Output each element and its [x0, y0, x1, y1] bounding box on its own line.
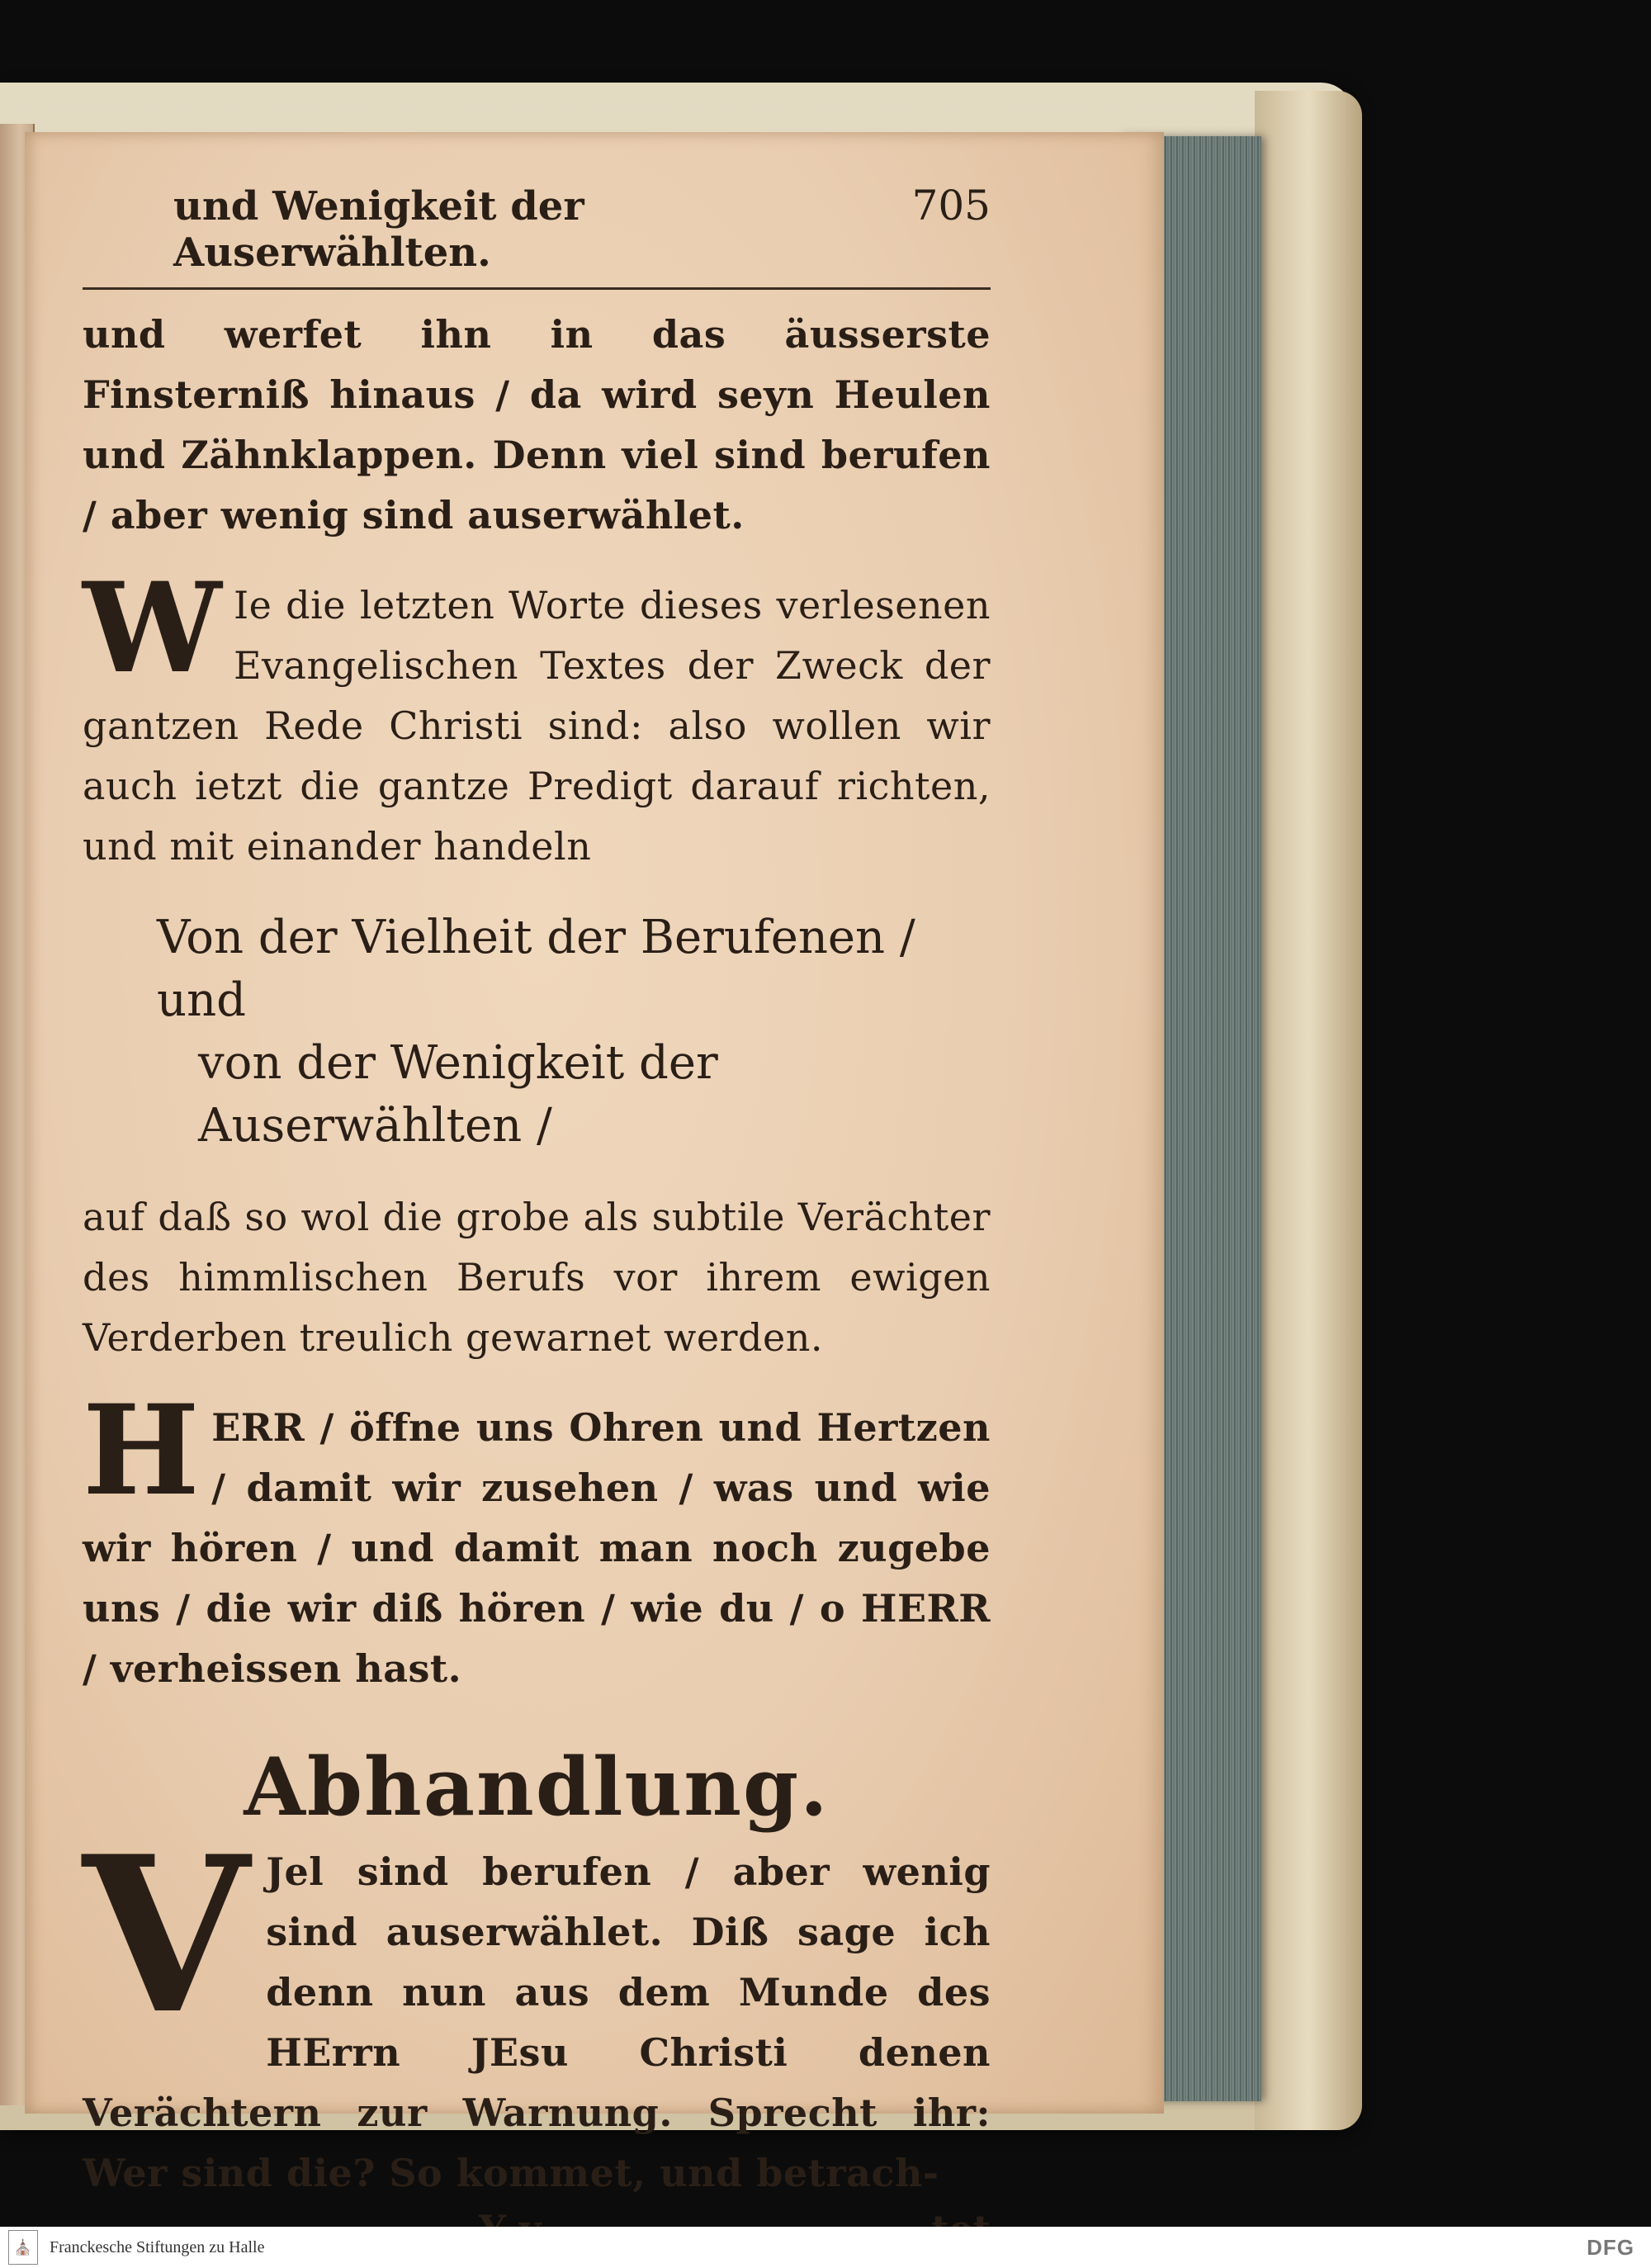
- paragraph-5: [83, 1810, 991, 2204]
- institution-logo-icon: ⛪: [8, 2230, 38, 2265]
- paragraph-4: [83, 1378, 991, 1699]
- theme-line-1: Von der Vielheit der Berufenen / und: [157, 911, 915, 1027]
- page-number: 705: [911, 182, 991, 230]
- paragraph-2-text: Ie die letzten Worte dieses verlesenen Evangelischen Textes der Zweck der gantzen Rede Christi sind: also wollen wir auch ietzt die gantze Predigt darauf richten, und mit einander handeln: [83, 583, 991, 869]
- running-title: und Wenigkeit der Auserwählten.: [173, 183, 584, 276]
- initial-w: W: [83, 556, 222, 701]
- paragraph-2: [83, 556, 991, 877]
- theme-line-2: von der Wenigkeit der Auserwählten /: [198, 1036, 718, 1153]
- section-heading: Abhandlung.: [244, 1740, 830, 1834]
- paragraph-4-text: ERR / öffne uns Ohren und Hertzen / damit wir zusehen / was und wie wir hören / und damit man noch zugebe uns / die wir diß hören / wie du / o HERR / verheissen hast.: [83, 1405, 991, 1691]
- initial-v: V: [83, 1810, 250, 2062]
- paragraph-5-text: Jel sind berufen / aber wenig sind auserwählet. Diß sage ich denn nun aus dem Munde des HErrn JEsu Christi denen Verächtern zur Warnung. Sprecht ihr: Wer sind die? So kommet, und betrach-: [83, 1849, 991, 2195]
- sermon-theme: [83, 907, 991, 1158]
- running-header: [83, 182, 991, 290]
- dfg-logo: DFG: [1587, 2234, 1634, 2260]
- viewer-footer: [0, 2227, 1651, 2268]
- initial-h: H: [83, 1378, 201, 1523]
- paragraph-1: und werfet ihn in das äusserste Finsterniß hinaus / da wird seyn Heulen und Zähnklappen. Denn viel sind berufen / aber wenig sind auserwählet.: [83, 312, 991, 537]
- page-text: [83, 182, 991, 2251]
- institution-name: Franckesche Stiftungen zu Halle: [50, 2237, 265, 2256]
- paragraph-3: auf daß so wol die grobe als subtile Verächter des himmlischen Berufs vor ihrem ewigen Verderben treulich gewarnet werden.: [83, 1195, 991, 1360]
- cover-edge: [1255, 91, 1362, 2130]
